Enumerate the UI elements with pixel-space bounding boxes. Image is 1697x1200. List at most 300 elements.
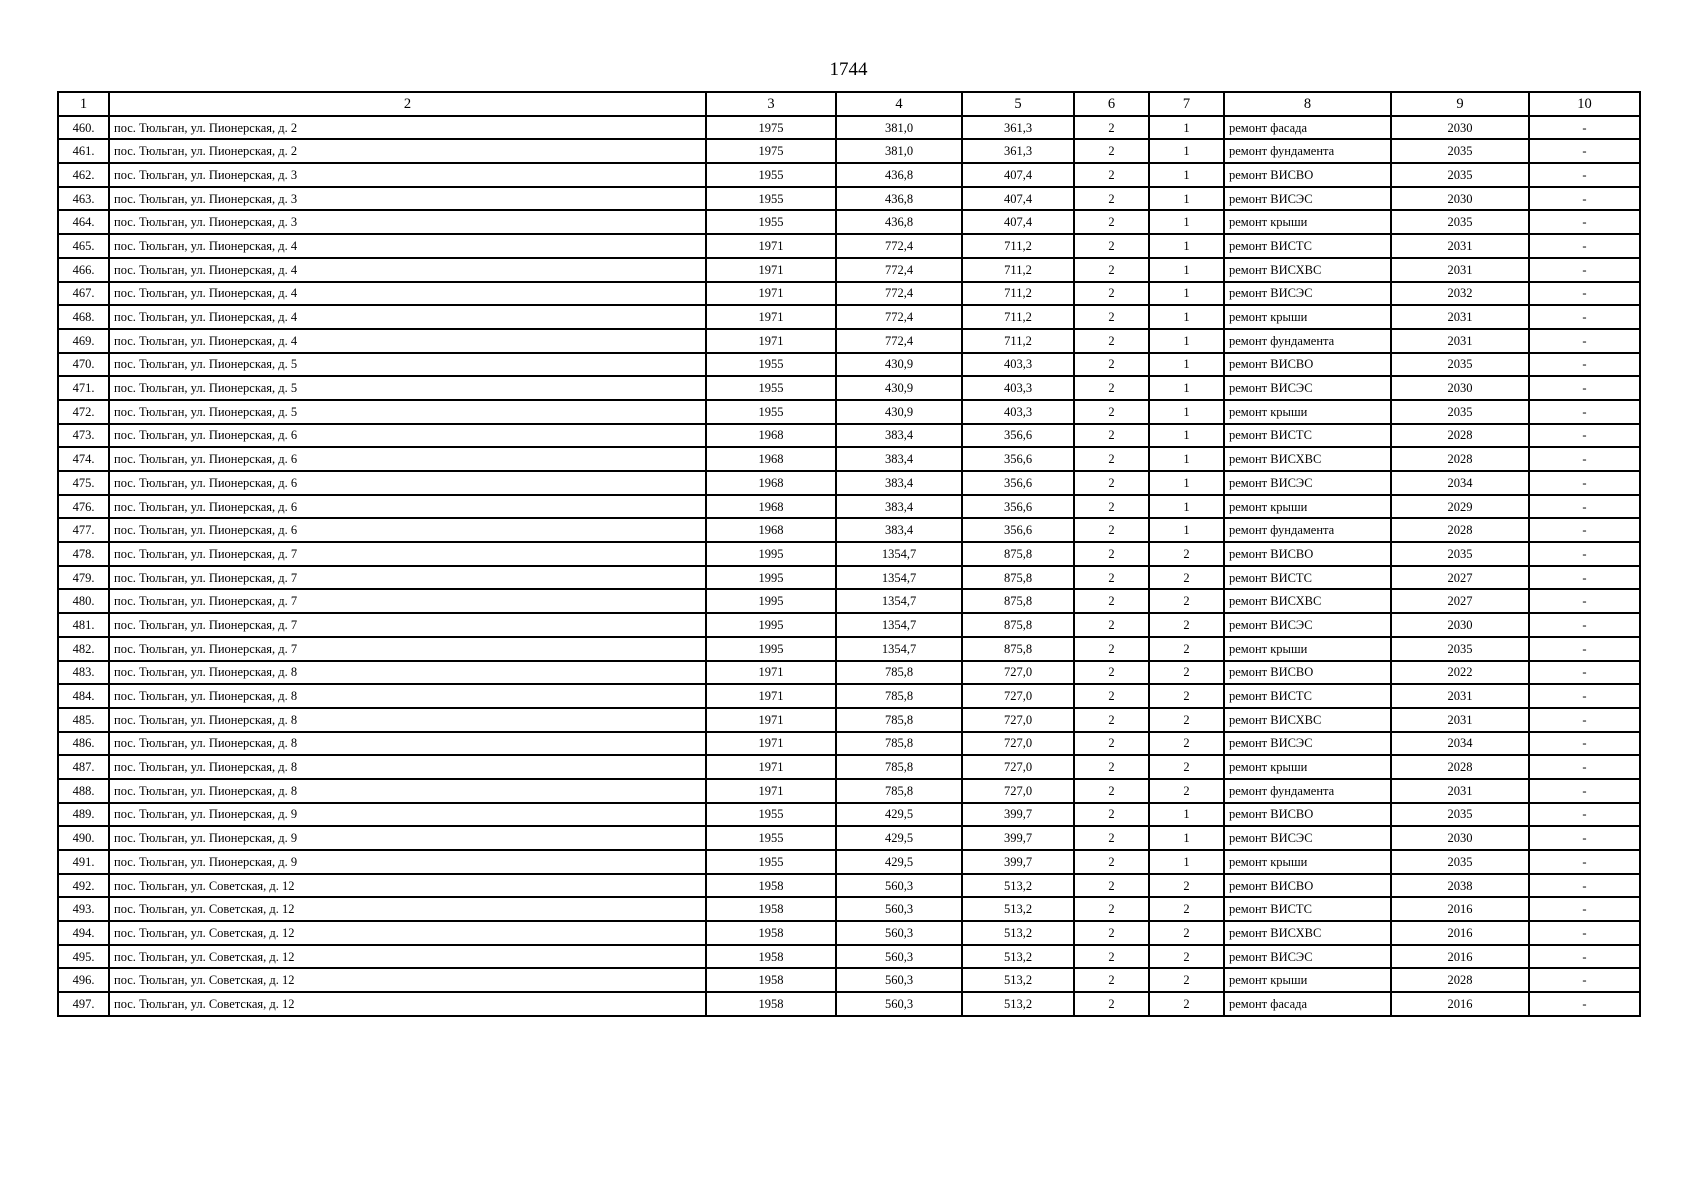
col10-cell: - bbox=[1529, 968, 1640, 992]
table-row bbox=[58, 945, 1640, 969]
living-area-cell: 711,2 bbox=[962, 258, 1074, 282]
work-type-cell: ремонт ВИСЭС bbox=[1224, 613, 1391, 637]
table-row bbox=[58, 779, 1640, 803]
col7-cell: 1 bbox=[1149, 471, 1224, 495]
col10-cell: - bbox=[1529, 637, 1640, 661]
year-cell: 1971 bbox=[706, 779, 836, 803]
table-row bbox=[58, 471, 1640, 495]
col6-cell: 2 bbox=[1074, 779, 1149, 803]
col10-cell: - bbox=[1529, 187, 1640, 211]
total-area-cell: 772,4 bbox=[836, 305, 962, 329]
column-header: 10 bbox=[1529, 92, 1640, 116]
work-type-cell: ремонт ВИСТС bbox=[1224, 684, 1391, 708]
address-cell: пос. Тюльган, ул. Пионерская, д. 7 bbox=[109, 542, 706, 566]
col7-cell: 1 bbox=[1149, 803, 1224, 827]
year-cell: 1955 bbox=[706, 163, 836, 187]
total-area-cell: 560,3 bbox=[836, 945, 962, 969]
col6-cell: 2 bbox=[1074, 282, 1149, 306]
row-number-cell: 478. bbox=[58, 542, 109, 566]
row-number-cell: 473. bbox=[58, 424, 109, 448]
col10-cell: - bbox=[1529, 210, 1640, 234]
row-number-cell: 484. bbox=[58, 684, 109, 708]
planned-year-cell: 2031 bbox=[1391, 305, 1529, 329]
work-type-cell: ремонт крыши bbox=[1224, 755, 1391, 779]
year-cell: 1995 bbox=[706, 613, 836, 637]
col7-cell: 2 bbox=[1149, 732, 1224, 756]
table-row bbox=[58, 708, 1640, 732]
work-type-cell: ремонт крыши bbox=[1224, 210, 1391, 234]
col7-cell: 2 bbox=[1149, 661, 1224, 685]
work-type-cell: ремонт ВИСЭС bbox=[1224, 826, 1391, 850]
address-cell: пос. Тюльган, ул. Пионерская, д. 3 bbox=[109, 163, 706, 187]
col10-cell: - bbox=[1529, 945, 1640, 969]
col10-cell: - bbox=[1529, 661, 1640, 685]
col7-cell: 2 bbox=[1149, 921, 1224, 945]
work-type-cell: ремонт ВИСЭС bbox=[1224, 471, 1391, 495]
total-area-cell: 429,5 bbox=[836, 803, 962, 827]
total-area-cell: 381,0 bbox=[836, 116, 962, 140]
address-cell: пос. Тюльган, ул. Пионерская, д. 4 bbox=[109, 258, 706, 282]
col10-cell: - bbox=[1529, 447, 1640, 471]
planned-year-cell: 2030 bbox=[1391, 826, 1529, 850]
row-number-cell: 495. bbox=[58, 945, 109, 969]
row-number-cell: 462. bbox=[58, 163, 109, 187]
planned-year-cell: 2028 bbox=[1391, 424, 1529, 448]
col6-cell: 2 bbox=[1074, 661, 1149, 685]
col10-cell: - bbox=[1529, 779, 1640, 803]
col7-cell: 1 bbox=[1149, 305, 1224, 329]
address-cell: пос. Тюльган, ул. Пионерская, д. 2 bbox=[109, 139, 706, 163]
planned-year-cell: 2035 bbox=[1391, 139, 1529, 163]
row-number-cell: 481. bbox=[58, 613, 109, 637]
year-cell: 1958 bbox=[706, 874, 836, 898]
row-number-cell: 463. bbox=[58, 187, 109, 211]
col7-cell: 2 bbox=[1149, 684, 1224, 708]
work-type-cell: ремонт ВИСВО bbox=[1224, 353, 1391, 377]
total-area-cell: 785,8 bbox=[836, 755, 962, 779]
col6-cell: 2 bbox=[1074, 684, 1149, 708]
living-area-cell: 513,2 bbox=[962, 945, 1074, 969]
year-cell: 1971 bbox=[706, 329, 836, 353]
row-number-cell: 482. bbox=[58, 637, 109, 661]
col7-cell: 1 bbox=[1149, 187, 1224, 211]
row-number-cell: 469. bbox=[58, 329, 109, 353]
work-type-cell: ремонт крыши bbox=[1224, 850, 1391, 874]
col7-cell: 2 bbox=[1149, 992, 1224, 1016]
table-row bbox=[58, 921, 1640, 945]
col10-cell: - bbox=[1529, 613, 1640, 637]
planned-year-cell: 2027 bbox=[1391, 589, 1529, 613]
col6-cell: 2 bbox=[1074, 897, 1149, 921]
col10-cell: - bbox=[1529, 897, 1640, 921]
address-cell: пос. Тюльган, ул. Пионерская, д. 7 bbox=[109, 613, 706, 637]
table-row bbox=[58, 518, 1640, 542]
planned-year-cell: 2035 bbox=[1391, 210, 1529, 234]
total-area-cell: 560,3 bbox=[836, 874, 962, 898]
col7-cell: 1 bbox=[1149, 400, 1224, 424]
living-area-cell: 513,2 bbox=[962, 874, 1074, 898]
address-cell: пос. Тюльган, ул. Пионерская, д. 3 bbox=[109, 210, 706, 234]
table-row bbox=[58, 282, 1640, 306]
col6-cell: 2 bbox=[1074, 992, 1149, 1016]
living-area-cell: 407,4 bbox=[962, 163, 1074, 187]
col6-cell: 2 bbox=[1074, 589, 1149, 613]
total-area-cell: 430,9 bbox=[836, 400, 962, 424]
table-row bbox=[58, 589, 1640, 613]
col6-cell: 2 bbox=[1074, 613, 1149, 637]
col10-cell: - bbox=[1529, 566, 1640, 590]
address-cell: пос. Тюльган, ул. Пионерская, д. 7 bbox=[109, 637, 706, 661]
year-cell: 1971 bbox=[706, 282, 836, 306]
col6-cell: 2 bbox=[1074, 471, 1149, 495]
table-row bbox=[58, 163, 1640, 187]
total-area-cell: 383,4 bbox=[836, 424, 962, 448]
col10-cell: - bbox=[1529, 329, 1640, 353]
living-area-cell: 875,8 bbox=[962, 542, 1074, 566]
col6-cell: 2 bbox=[1074, 400, 1149, 424]
planned-year-cell: 2016 bbox=[1391, 921, 1529, 945]
total-area-cell: 785,8 bbox=[836, 779, 962, 803]
work-type-cell: ремонт ВИСЭС bbox=[1224, 187, 1391, 211]
col7-cell: 1 bbox=[1149, 447, 1224, 471]
work-type-cell: ремонт ВИСВО bbox=[1224, 661, 1391, 685]
planned-year-cell: 2031 bbox=[1391, 234, 1529, 258]
total-area-cell: 772,4 bbox=[836, 329, 962, 353]
col10-cell: - bbox=[1529, 732, 1640, 756]
table-row bbox=[58, 447, 1640, 471]
planned-year-cell: 2034 bbox=[1391, 471, 1529, 495]
col6-cell: 2 bbox=[1074, 755, 1149, 779]
living-area-cell: 361,3 bbox=[962, 116, 1074, 140]
table-row bbox=[58, 258, 1640, 282]
col7-cell: 1 bbox=[1149, 495, 1224, 519]
address-cell: пос. Тюльган, ул. Пионерская, д. 6 bbox=[109, 495, 706, 519]
row-number-cell: 472. bbox=[58, 400, 109, 424]
row-number-cell: 489. bbox=[58, 803, 109, 827]
year-cell: 1968 bbox=[706, 495, 836, 519]
work-type-cell: ремонт крыши bbox=[1224, 968, 1391, 992]
column-header: 4 bbox=[836, 92, 962, 116]
table-body bbox=[58, 116, 1640, 1016]
table-header bbox=[58, 92, 1640, 116]
address-cell: пос. Тюльган, ул. Пионерская, д. 4 bbox=[109, 234, 706, 258]
col10-cell: - bbox=[1529, 874, 1640, 898]
address-cell: пос. Тюльган, ул. Пионерская, д. 8 bbox=[109, 708, 706, 732]
col7-cell: 1 bbox=[1149, 163, 1224, 187]
address-cell: пос. Тюльган, ул. Пионерская, д. 8 bbox=[109, 755, 706, 779]
year-cell: 1968 bbox=[706, 447, 836, 471]
total-area-cell: 429,5 bbox=[836, 850, 962, 874]
row-number-cell: 470. bbox=[58, 353, 109, 377]
address-cell: пос. Тюльган, ул. Пионерская, д. 4 bbox=[109, 329, 706, 353]
row-number-cell: 488. bbox=[58, 779, 109, 803]
row-number-cell: 479. bbox=[58, 566, 109, 590]
column-header: 9 bbox=[1391, 92, 1529, 116]
address-cell: пос. Тюльган, ул. Пионерская, д. 3 bbox=[109, 187, 706, 211]
page-number: 1744 bbox=[829, 59, 868, 80]
year-cell: 1995 bbox=[706, 566, 836, 590]
work-type-cell: ремонт ВИСЭС bbox=[1224, 732, 1391, 756]
work-type-cell: ремонт ВИСВО bbox=[1224, 803, 1391, 827]
col10-cell: - bbox=[1529, 850, 1640, 874]
address-cell: пос. Тюльган, ул. Пионерская, д. 8 bbox=[109, 684, 706, 708]
table-row bbox=[58, 897, 1640, 921]
planned-year-cell: 2038 bbox=[1391, 874, 1529, 898]
work-type-cell: ремонт фасада bbox=[1224, 116, 1391, 140]
col10-cell: - bbox=[1529, 163, 1640, 187]
col10-cell: - bbox=[1529, 234, 1640, 258]
col6-cell: 2 bbox=[1074, 803, 1149, 827]
work-type-cell: ремонт фундамента bbox=[1224, 779, 1391, 803]
col6-cell: 2 bbox=[1074, 234, 1149, 258]
col7-cell: 1 bbox=[1149, 518, 1224, 542]
work-type-cell: ремонт ВИСЭС bbox=[1224, 376, 1391, 400]
col7-cell: 1 bbox=[1149, 116, 1224, 140]
work-type-cell: ремонт ВИСВО bbox=[1224, 542, 1391, 566]
col7-cell: 2 bbox=[1149, 637, 1224, 661]
work-type-cell: ремонт ВИСЭС bbox=[1224, 945, 1391, 969]
living-area-cell: 403,3 bbox=[962, 376, 1074, 400]
col10-cell: - bbox=[1529, 258, 1640, 282]
total-area-cell: 1354,7 bbox=[836, 637, 962, 661]
planned-year-cell: 2035 bbox=[1391, 803, 1529, 827]
work-type-cell: ремонт фундамента bbox=[1224, 139, 1391, 163]
living-area-cell: 361,3 bbox=[962, 139, 1074, 163]
living-area-cell: 407,4 bbox=[962, 210, 1074, 234]
total-area-cell: 436,8 bbox=[836, 187, 962, 211]
table-row bbox=[58, 187, 1640, 211]
planned-year-cell: 2035 bbox=[1391, 400, 1529, 424]
total-area-cell: 383,4 bbox=[836, 518, 962, 542]
table-row bbox=[58, 329, 1640, 353]
living-area-cell: 513,2 bbox=[962, 992, 1074, 1016]
year-cell: 1955 bbox=[706, 803, 836, 827]
col10-cell: - bbox=[1529, 353, 1640, 377]
planned-year-cell: 2035 bbox=[1391, 637, 1529, 661]
col7-cell: 2 bbox=[1149, 945, 1224, 969]
living-area-cell: 875,8 bbox=[962, 589, 1074, 613]
row-number-cell: 461. bbox=[58, 139, 109, 163]
living-area-cell: 356,6 bbox=[962, 471, 1074, 495]
col10-cell: - bbox=[1529, 305, 1640, 329]
year-cell: 1975 bbox=[706, 139, 836, 163]
col6-cell: 2 bbox=[1074, 116, 1149, 140]
year-cell: 1971 bbox=[706, 234, 836, 258]
year-cell: 1971 bbox=[706, 661, 836, 685]
year-cell: 1958 bbox=[706, 992, 836, 1016]
col7-cell: 2 bbox=[1149, 968, 1224, 992]
address-cell: пос. Тюльган, ул. Пионерская, д. 6 bbox=[109, 518, 706, 542]
col10-cell: - bbox=[1529, 684, 1640, 708]
row-number-cell: 465. bbox=[58, 234, 109, 258]
col6-cell: 2 bbox=[1074, 495, 1149, 519]
col7-cell: 1 bbox=[1149, 850, 1224, 874]
living-area-cell: 711,2 bbox=[962, 305, 1074, 329]
table-row bbox=[58, 566, 1640, 590]
col7-cell: 2 bbox=[1149, 779, 1224, 803]
work-type-cell: ремонт ВИСТС bbox=[1224, 566, 1391, 590]
year-cell: 1968 bbox=[706, 424, 836, 448]
living-area-cell: 727,0 bbox=[962, 732, 1074, 756]
year-cell: 1971 bbox=[706, 755, 836, 779]
row-number-cell: 476. bbox=[58, 495, 109, 519]
table-row bbox=[58, 826, 1640, 850]
col10-cell: - bbox=[1529, 992, 1640, 1016]
year-cell: 1971 bbox=[706, 684, 836, 708]
table-row bbox=[58, 424, 1640, 448]
row-number-cell: 492. bbox=[58, 874, 109, 898]
row-number-cell: 460. bbox=[58, 116, 109, 140]
row-number-cell: 497. bbox=[58, 992, 109, 1016]
total-area-cell: 785,8 bbox=[836, 708, 962, 732]
address-cell: пос. Тюльган, ул. Пионерская, д. 9 bbox=[109, 850, 706, 874]
col10-cell: - bbox=[1529, 471, 1640, 495]
address-cell: пос. Тюльган, ул. Пионерская, д. 9 bbox=[109, 803, 706, 827]
year-cell: 1975 bbox=[706, 116, 836, 140]
total-area-cell: 772,4 bbox=[836, 282, 962, 306]
planned-year-cell: 2030 bbox=[1391, 116, 1529, 140]
row-number-cell: 480. bbox=[58, 589, 109, 613]
total-area-cell: 429,5 bbox=[836, 826, 962, 850]
planned-year-cell: 2027 bbox=[1391, 566, 1529, 590]
planned-year-cell: 2030 bbox=[1391, 187, 1529, 211]
year-cell: 1958 bbox=[706, 945, 836, 969]
col7-cell: 1 bbox=[1149, 329, 1224, 353]
col7-cell: 2 bbox=[1149, 542, 1224, 566]
total-area-cell: 430,9 bbox=[836, 353, 962, 377]
col10-cell: - bbox=[1529, 803, 1640, 827]
address-cell: пос. Тюльган, ул. Советская, д. 12 bbox=[109, 874, 706, 898]
col10-cell: - bbox=[1529, 282, 1640, 306]
work-type-cell: ремонт крыши bbox=[1224, 495, 1391, 519]
table-row bbox=[58, 850, 1640, 874]
column-header: 2 bbox=[109, 92, 706, 116]
table-row bbox=[58, 661, 1640, 685]
total-area-cell: 436,8 bbox=[836, 210, 962, 234]
year-cell: 1971 bbox=[706, 732, 836, 756]
planned-year-cell: 2031 bbox=[1391, 779, 1529, 803]
planned-year-cell: 2035 bbox=[1391, 163, 1529, 187]
column-header: 3 bbox=[706, 92, 836, 116]
col6-cell: 2 bbox=[1074, 376, 1149, 400]
work-type-cell: ремонт фасада bbox=[1224, 992, 1391, 1016]
living-area-cell: 711,2 bbox=[962, 234, 1074, 258]
column-header: 6 bbox=[1074, 92, 1149, 116]
table-row bbox=[58, 305, 1640, 329]
living-area-cell: 875,8 bbox=[962, 566, 1074, 590]
work-type-cell: ремонт ВИСХВС bbox=[1224, 708, 1391, 732]
living-area-cell: 711,2 bbox=[962, 329, 1074, 353]
row-number-cell: 487. bbox=[58, 755, 109, 779]
repair-schedule-table bbox=[57, 91, 1641, 1017]
address-cell: пос. Тюльган, ул. Пионерская, д. 6 bbox=[109, 424, 706, 448]
year-cell: 1955 bbox=[706, 400, 836, 424]
col10-cell: - bbox=[1529, 424, 1640, 448]
col6-cell: 2 bbox=[1074, 732, 1149, 756]
year-cell: 1955 bbox=[706, 187, 836, 211]
table-row bbox=[58, 684, 1640, 708]
col6-cell: 2 bbox=[1074, 968, 1149, 992]
total-area-cell: 785,8 bbox=[836, 661, 962, 685]
living-area-cell: 711,2 bbox=[962, 282, 1074, 306]
col7-cell: 1 bbox=[1149, 139, 1224, 163]
col6-cell: 2 bbox=[1074, 424, 1149, 448]
work-type-cell: ремонт ВИСЭС bbox=[1224, 282, 1391, 306]
address-cell: пос. Тюльган, ул. Пионерская, д. 5 bbox=[109, 400, 706, 424]
year-cell: 1968 bbox=[706, 518, 836, 542]
col7-cell: 2 bbox=[1149, 874, 1224, 898]
col10-cell: - bbox=[1529, 921, 1640, 945]
living-area-cell: 513,2 bbox=[962, 921, 1074, 945]
row-number-cell: 475. bbox=[58, 471, 109, 495]
table-row bbox=[58, 803, 1640, 827]
planned-year-cell: 2034 bbox=[1391, 732, 1529, 756]
column-header: 5 bbox=[962, 92, 1074, 116]
total-area-cell: 383,4 bbox=[836, 495, 962, 519]
col6-cell: 2 bbox=[1074, 305, 1149, 329]
address-cell: пос. Тюльган, ул. Пионерская, д. 5 bbox=[109, 376, 706, 400]
total-area-cell: 772,4 bbox=[836, 258, 962, 282]
col10-cell: - bbox=[1529, 376, 1640, 400]
col7-cell: 2 bbox=[1149, 589, 1224, 613]
table-row bbox=[58, 400, 1640, 424]
work-type-cell: ремонт крыши bbox=[1224, 400, 1391, 424]
address-cell: пос. Тюльган, ул. Пионерская, д. 8 bbox=[109, 779, 706, 803]
address-cell: пос. Тюльган, ул. Советская, д. 12 bbox=[109, 992, 706, 1016]
planned-year-cell: 2035 bbox=[1391, 353, 1529, 377]
col7-cell: 1 bbox=[1149, 376, 1224, 400]
col6-cell: 2 bbox=[1074, 258, 1149, 282]
table-row bbox=[58, 968, 1640, 992]
year-cell: 1971 bbox=[706, 258, 836, 282]
address-cell: пос. Тюльган, ул. Советская, д. 12 bbox=[109, 945, 706, 969]
year-cell: 1955 bbox=[706, 376, 836, 400]
work-type-cell: ремонт ВИСХВС bbox=[1224, 589, 1391, 613]
row-number-cell: 485. bbox=[58, 708, 109, 732]
col7-cell: 2 bbox=[1149, 897, 1224, 921]
header-row bbox=[58, 92, 1640, 116]
total-area-cell: 1354,7 bbox=[836, 589, 962, 613]
col6-cell: 2 bbox=[1074, 542, 1149, 566]
year-cell: 1958 bbox=[706, 921, 836, 945]
living-area-cell: 727,0 bbox=[962, 779, 1074, 803]
col7-cell: 2 bbox=[1149, 755, 1224, 779]
address-cell: пос. Тюльган, ул. Советская, д. 12 bbox=[109, 897, 706, 921]
planned-year-cell: 2030 bbox=[1391, 613, 1529, 637]
total-area-cell: 560,3 bbox=[836, 897, 962, 921]
col6-cell: 2 bbox=[1074, 329, 1149, 353]
total-area-cell: 1354,7 bbox=[836, 566, 962, 590]
year-cell: 1955 bbox=[706, 826, 836, 850]
total-area-cell: 383,4 bbox=[836, 471, 962, 495]
col10-cell: - bbox=[1529, 518, 1640, 542]
col6-cell: 2 bbox=[1074, 210, 1149, 234]
row-number-cell: 491. bbox=[58, 850, 109, 874]
address-cell: пос. Тюльган, ул. Пионерская, д. 8 bbox=[109, 732, 706, 756]
work-type-cell: ремонт ВИСХВС bbox=[1224, 921, 1391, 945]
year-cell: 1968 bbox=[706, 471, 836, 495]
year-cell: 1955 bbox=[706, 353, 836, 377]
planned-year-cell: 2022 bbox=[1391, 661, 1529, 685]
work-type-cell: ремонт ВИСХВС bbox=[1224, 258, 1391, 282]
table-row bbox=[58, 376, 1640, 400]
row-number-cell: 471. bbox=[58, 376, 109, 400]
total-area-cell: 381,0 bbox=[836, 139, 962, 163]
row-number-cell: 464. bbox=[58, 210, 109, 234]
living-area-cell: 727,0 bbox=[962, 661, 1074, 685]
table-row bbox=[58, 992, 1640, 1016]
planned-year-cell: 2031 bbox=[1391, 708, 1529, 732]
